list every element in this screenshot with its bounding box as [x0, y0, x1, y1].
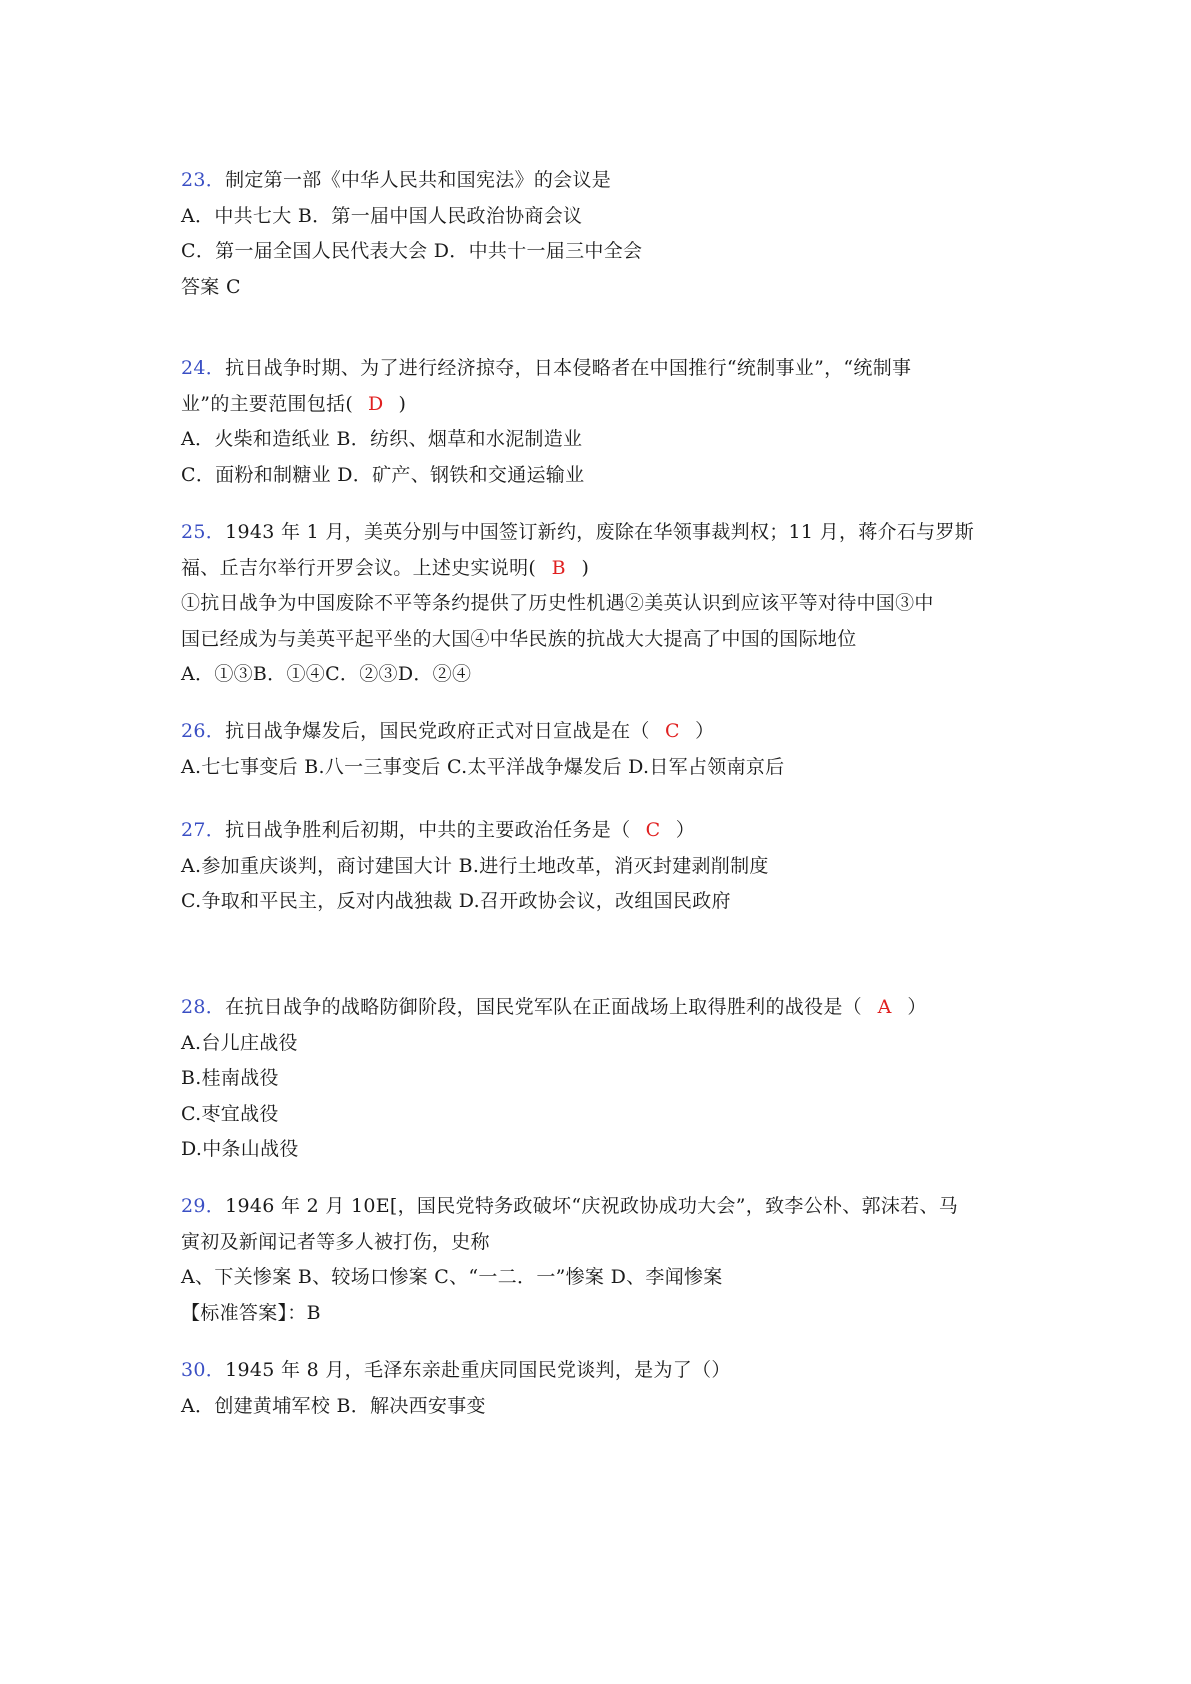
question-27: [181, 813, 1031, 920]
question-number: 27．: [181, 819, 226, 841]
question-stem: 30．1945 年 8 月，毛泽东亲赴重庆同国民党谈判，是为了（）: [181, 1359, 731, 1381]
document-page: [181, 0, 1031, 1684]
option-line: D.中条山战役: [181, 1138, 299, 1160]
option-line: C．第一届全国人民代表大会 D．中共十一届三中全会: [181, 240, 643, 262]
question-25: [181, 515, 1031, 693]
question-number: 25．: [181, 521, 226, 543]
option-line: C．面粉和制糖业 D．矿产、钢铁和交通运输业: [181, 463, 585, 486]
option-line: A.七七事变后 B.八一三事变后 C.太平洋战争爆发后 D.日军占领南京后: [181, 755, 785, 778]
option-line: A．创建黄埔军校 B．解决西安事变: [181, 1394, 486, 1417]
question-stem: 29．1946 年 2 月 10E[，国民党特务政破坏“庆祝政协成功大会”，致李公朴、郭沫若、马: [181, 1195, 959, 1217]
option-line: A．中共七大 B．第一届中国人民政治协商会议: [181, 204, 583, 227]
answer-mark: C: [664, 720, 680, 742]
question-stem: 23．制定第一部《中华人民共和国宪法》的会议是: [181, 169, 612, 191]
question-stem: 26．抗日战争爆发后，国民党政府正式对日宣战是在（ C ）: [181, 714, 1031, 750]
option-line: A．①③B．①④C．②③D．②④: [181, 663, 472, 685]
question-number: 24．: [181, 357, 226, 379]
answer-line: 答案 C: [181, 275, 241, 298]
option-line: A、下关惨案 B、较场口惨案 C、“一二．一”惨案 D、李闻惨案: [181, 1266, 723, 1288]
option-line: C.争取和平民主，反对内战独裁 D.召开政协会议，改组国民政府: [181, 890, 731, 912]
answer-mark: D: [368, 392, 384, 415]
answer-line: 【标准答案】：B: [181, 1301, 321, 1324]
option-line: A.台儿庄战役: [181, 1031, 298, 1054]
question-stem: 24．抗日战争时期、为了进行经济掠夺，日本侵略者在中国推行“统制事业”，“统制事: [181, 357, 912, 379]
question-29: [181, 1189, 1031, 1331]
option-line: C.枣宜战役: [181, 1102, 279, 1125]
answer-mark: C: [645, 819, 661, 841]
question-number: 26．: [181, 720, 226, 742]
question-stem: 27．抗日战争胜利后初期，中共的主要政治任务是（ C ）: [181, 813, 1031, 849]
question-number: 28．: [181, 996, 226, 1018]
option-line: B.桂南战役: [181, 1067, 279, 1089]
question-23: [181, 163, 1031, 305]
question-stem: 28．在抗日战争的战略防御阶段，国民党军队在正面战场上取得胜利的战役是（ A ）: [181, 990, 1031, 1026]
question-stem-continued: 寅初及新闻记者等多人被打伤，史称: [181, 1230, 490, 1253]
question-stem: 25．1943 年 1 月，美英分别与中国签订新约，废除在华领事裁判权；11 月，蒋介石与罗斯: [181, 521, 975, 543]
question-stem-continued: 业”的主要范围包括( D ): [181, 387, 1031, 423]
question-number: 30．: [181, 1359, 226, 1381]
question-30: [181, 1353, 1031, 1424]
statement-line: 国已经成为与美英平起平坐的大国④中华民族的抗战大大提高了中国的国际地位: [181, 627, 857, 650]
answer-mark: B: [551, 556, 566, 579]
answer-mark: A: [877, 996, 892, 1018]
option-line: A．火柴和造纸业 B．纺织、烟草和水泥制造业: [181, 428, 583, 450]
question-28: [181, 990, 1031, 1168]
question-number: 23．: [181, 169, 226, 191]
option-line: A.参加重庆谈判，商讨建国大计 B.进行土地改革，消灭封建剥削制度: [181, 854, 769, 877]
question-number: 29．: [181, 1195, 226, 1217]
question-26: [181, 714, 1031, 785]
statement-line: ①抗日战争为中国废除不平等条约提供了历史性机遇②美英认识到应该平等对待中国③中: [181, 592, 934, 614]
question-stem-continued: 福、丘吉尔举行开罗会议。上述史实说明( B ): [181, 551, 1031, 587]
question-24: [181, 351, 1031, 493]
